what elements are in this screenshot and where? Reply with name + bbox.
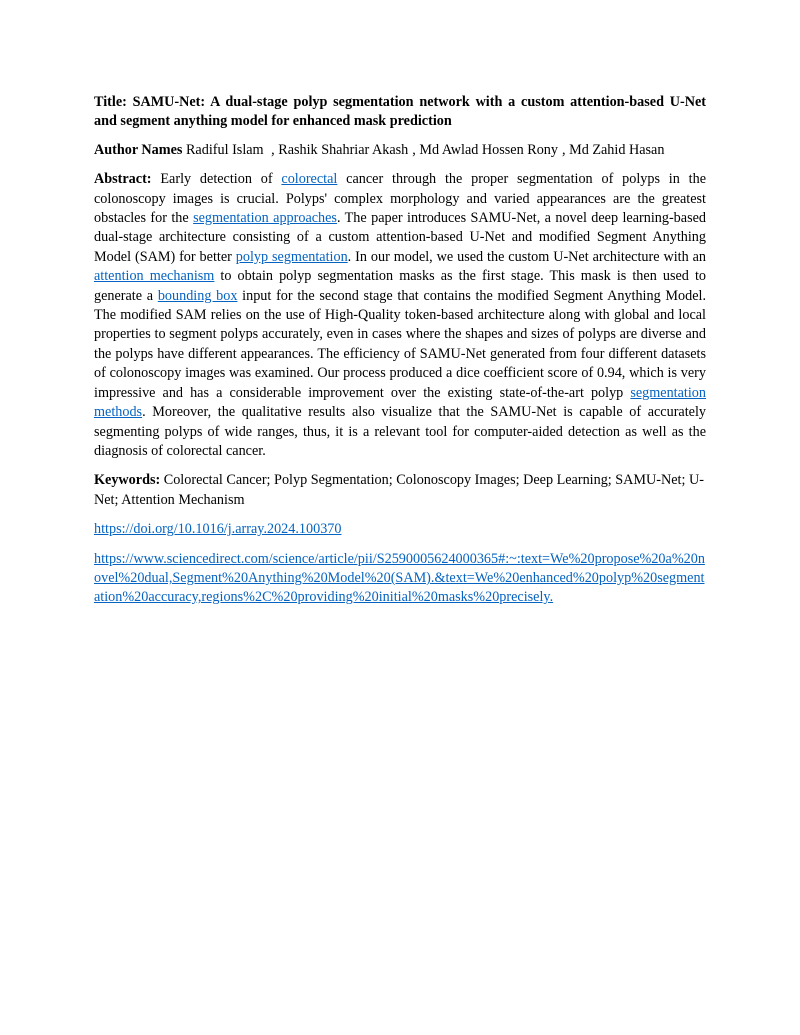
abstract-text: input for the second stage that contains the modified Segment Anything Model. The modified SAM relies on the use of High-Quality token-based architecture along with global and local properties to segment polyps accurately, even in cases where the shapes and sizes of polyps are diverse and the polyps have different appearances. The efficiency of SAMU-Net generated from four different datasets of colonoscopy images was examined. Our process produced a dice coefficient score of 0.94, which is very impressive and has a considerable improvement over the existing state-of-the-art polyp (94, 287, 706, 401)
sciencedirect-paragraph (94, 550, 706, 608)
segmentation-methods-link[interactable]: segmentation methods (94, 384, 706, 421)
attention-mechanism-link[interactable]: attention mechanism (94, 268, 215, 285)
abstract-text: . The paper introduces SAMU-Net, a novel deep learning-based dual-stage architecture consisting of a custom attention-based U-Net and modified Segment Anything Model (SAM) for better (94, 210, 706, 265)
author-name: Radiful Islam (185, 141, 264, 158)
document-page (94, 93, 706, 618)
author-name: Md Awlad Hossen Rony (419, 141, 558, 158)
keywords-paragraph (94, 471, 706, 510)
title-label: Title: (94, 94, 127, 110)
authors-label: Author Names (94, 141, 183, 158)
abstract-paragraph (94, 170, 706, 461)
abstract-text: . Moreover, the qualitative results also visualize that the SAMU-Net is capable of accurately segmenting polyps of wide ranges, thus, it is a relevant tool for computer-aided detection as well as the diagnosis of colorectal cancer. (94, 404, 706, 459)
colorectal-link[interactable]: colorectal (281, 171, 338, 188)
abstract-text: . In our model, we used the custom U-Net architecture with an (347, 248, 706, 265)
author-name: Rashik Shahriar Akash (278, 141, 409, 158)
keywords-text: Colorectal Cancer; Polyp Segmentation; Colonoscopy Images; Deep Learning; SAMU-Net; U-Net; Attention Mechanism (94, 472, 704, 508)
abstract-text: Early detection of (160, 171, 282, 188)
paper-title: SAMU-Net: A dual-stage polyp segmentation network with a custom attention-based U-Net and segment anything model for enhanced mask prediction (94, 94, 707, 130)
sciencedirect-link[interactable]: https://www.sciencedirect.com/science/article/pii/S2590005624000365#:~:text=We%20propose%20a%20novel%20dual,Segment%20Anything%20Model%20(SAM).&text=We%20enhanced%20polyp%20segmentation%20accuracy,regions%2C%20providing%20initial%20masks%20precisely. (94, 550, 705, 606)
polyp-segmentation-link[interactable]: polyp segmentation (235, 248, 348, 265)
abstract-text: to obtain polyp segmentation masks as the first stage. This mask is then used to generate a (94, 268, 706, 304)
doi-link[interactable]: https://doi.org/10.1016/j.array.2024.100370 (94, 521, 342, 538)
doi-paragraph (94, 520, 706, 539)
abstract-label: Abstract: (94, 171, 152, 188)
keywords-label: Keywords: (94, 472, 161, 489)
segmentation-approaches-link[interactable]: segmentation approaches (193, 210, 337, 227)
author-name: Md Zahid Hasan (569, 141, 665, 158)
title-paragraph (94, 93, 706, 132)
authors-paragraph: Author Names Radiful Islam , Rashik Shahriar Akash , Md Awlad Hossen Rony , Md Zahid Hasan (94, 141, 665, 158)
abstract-text: cancer through the proper segmentation of polyps in the colonoscopy images is crucial. Polyps' complex morphology and varied appearances are the greatest obstacles for the (94, 171, 706, 227)
bounding-box-link[interactable]: bounding box (157, 287, 238, 304)
